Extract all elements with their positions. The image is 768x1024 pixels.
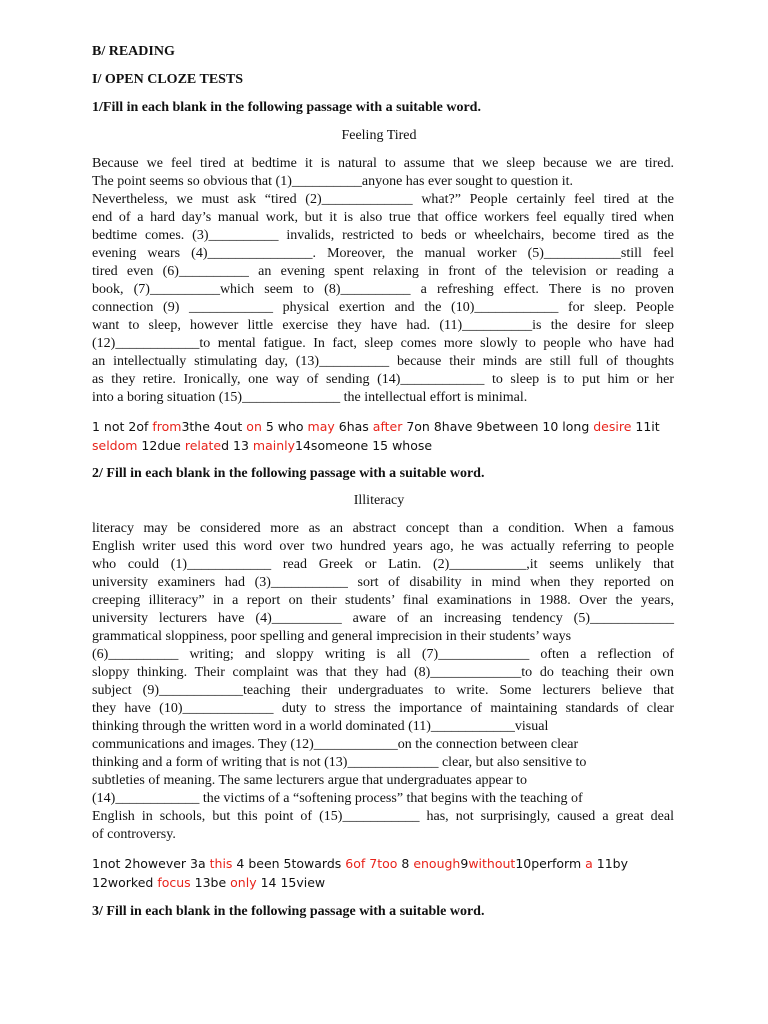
passage-line: tired even (6)__________ an evening spent relaxing in front of the television or reading a: [92, 264, 674, 279]
passage-line: English in schools, but this point of (15)___________ has, not surprisingly, caused a great deal: [92, 809, 674, 824]
passage-line: communications and images. They (12)____________on the connection between clear: [92, 737, 579, 752]
subsection-title: I/ OPEN CLOZE TESTS: [92, 72, 244, 87]
highlighted-answer: this: [209, 856, 233, 871]
exercise-2-title: Illiteracy: [353, 493, 405, 508]
passage-line: Nevertheless, we must ask “tired (2)_____________ what?” People certainly feel tired at the: [92, 192, 674, 207]
answer-text: 14 15view: [256, 875, 326, 890]
passage-line: creeping illiteracy” in a report on their students’ final examinations in 1988. Over the years,: [92, 593, 674, 608]
passage-line: into a boring situation (15)______________ the intellectual effort is minimal.: [92, 390, 528, 405]
exercise-1-instruction: 1/Fill in each blank in the following passage with a suitable word.: [92, 100, 481, 115]
passage-line: subtleties of meaning. The same lecturers argue that undergraduates appear to: [92, 773, 528, 788]
exercise-3-instruction: 3/ Fill in each blank in the following passage with a suitable word.: [92, 904, 485, 919]
answer-text: 11it: [631, 419, 660, 434]
passage-line: bedtime comes. (3)__________ invalids, restricted to beds or wheelchairs, become tired as the: [92, 228, 674, 243]
passage-line: (14)____________ the victims of a “softening process” that begins with the teaching of: [92, 791, 583, 806]
highlighted-answer: enough: [413, 856, 461, 871]
passage-line: English writer used this word over two hundred years ago, he was actually referring to people: [92, 539, 674, 554]
answer-text: 11by: [592, 856, 628, 871]
highlighted-answer: relate: [184, 438, 222, 453]
passage-line: (6)__________ writing; and sloppy writing is all (7)_____________ often a reflection of: [92, 647, 674, 662]
passage-line: as they retire. Ironically, one way of sending (14)____________ to sleep is to put him or her: [92, 372, 674, 387]
passage-line: book, (7)__________which seem to (8)__________ a refreshing effect. There is no proven: [92, 282, 674, 297]
answer-text: 10perform: [515, 856, 586, 871]
passage-line: thinking through the written word in a world dominated (11)____________visual: [92, 719, 549, 734]
answer-line: [92, 437, 432, 455]
passage-line: Because we feel tired at bedtime it is natural to assume that we sleep because we are tired.: [92, 156, 674, 171]
highlighted-answer: only: [230, 875, 257, 890]
answer-text: 12worked: [92, 875, 158, 890]
passage-line: of controversy.: [92, 827, 176, 842]
answer-line: [92, 874, 325, 892]
highlighted-answer: without: [468, 856, 516, 871]
answer-text: 8: [397, 856, 414, 871]
passage-line: The point seems so obvious that (1)__________anyone has ever sought to question it.: [92, 174, 573, 189]
answer-text: 4 been 5towards: [232, 856, 346, 871]
passage-line: university examiners had (3)___________ sort of disability in mind when they reported on: [92, 575, 674, 590]
answer-text: 1not 2however 3a: [92, 856, 210, 871]
highlighted-answer: may: [307, 419, 335, 434]
answer-text: d 13: [221, 438, 253, 453]
highlighted-answer: mainly: [252, 438, 296, 453]
highlighted-answer: seldom: [92, 438, 138, 453]
highlighted-answer: focus: [157, 875, 191, 890]
highlighted-answer: from: [152, 419, 182, 434]
passage-line: end of a hard day’s manual work, but it is also true that office workers feel equally tired when: [92, 210, 674, 225]
exercise-2-instruction: 2/ Fill in each blank in the following passage with a suitable word.: [92, 466, 485, 481]
passage-line: who could (1)____________ read Greek or Latin. (2)___________,it seems unlikely that: [92, 557, 674, 572]
passage-line: connection (9) ____________ physical exertion and the (10)____________ for sleep. People: [92, 300, 674, 315]
highlighted-answer: desire: [593, 419, 632, 434]
exercise-1-title: Feeling Tired: [341, 128, 417, 143]
section-title: B/ READING: [92, 44, 175, 59]
answer-text: 9: [460, 856, 469, 871]
passage-line: university lecturers have (4)__________ aware of an increasing tendency (5)____________: [92, 611, 674, 626]
passage-line: sloppy thinking. Their complaint was that they had (8)_____________to do teaching their own: [92, 665, 674, 680]
passage-line: they have (10)_____________ duty to stress the importance of maintaining standards of clear: [92, 701, 674, 716]
passage-line: thinking and a form of writing that is not (13)_____________ clear, but also sensitive to: [92, 755, 587, 770]
answer-text: 1 not 2of: [92, 419, 153, 434]
passage-line: (12)____________to mental fatigue. In fact, sleep comes more slowly to people who have had: [92, 336, 674, 351]
highlighted-answer: a: [585, 856, 593, 871]
passage-line: literacy may be considered more as an abstract concept than a condition. When a famous: [92, 521, 674, 536]
answer-text: 5 who: [261, 419, 308, 434]
answer-line: [92, 418, 660, 436]
passage-line: grammatical sloppiness, poor spelling and general imprecision in their students’ ways: [92, 629, 572, 644]
passage-line: subject (9)____________teaching their undergraduates to write. Some lecturers believe that: [92, 683, 674, 698]
answer-text: 6has: [334, 419, 373, 434]
answer-line: [92, 855, 628, 873]
highlighted-answer: after: [372, 419, 403, 434]
answer-text: 3the 4out: [181, 419, 247, 434]
highlighted-answer: 6of 7too: [345, 856, 398, 871]
answer-text: 7on 8have 9between 10 long: [402, 419, 594, 434]
answer-text: 14someone 15 whose: [295, 438, 433, 453]
passage-line: want to sleep, however little exercise they have had. (11)__________is the desire for sleep: [92, 318, 674, 333]
passage-line: evening wears (4)_______________. Moreover, the manual worker (5)___________still feel: [92, 246, 674, 261]
highlighted-answer: on: [246, 419, 262, 434]
passage-line: an intellectually stimulating day, (13)__________ because their minds are still full of thoughts: [92, 354, 674, 369]
answer-text: 12due: [137, 438, 185, 453]
answer-text: 13be: [190, 875, 231, 890]
